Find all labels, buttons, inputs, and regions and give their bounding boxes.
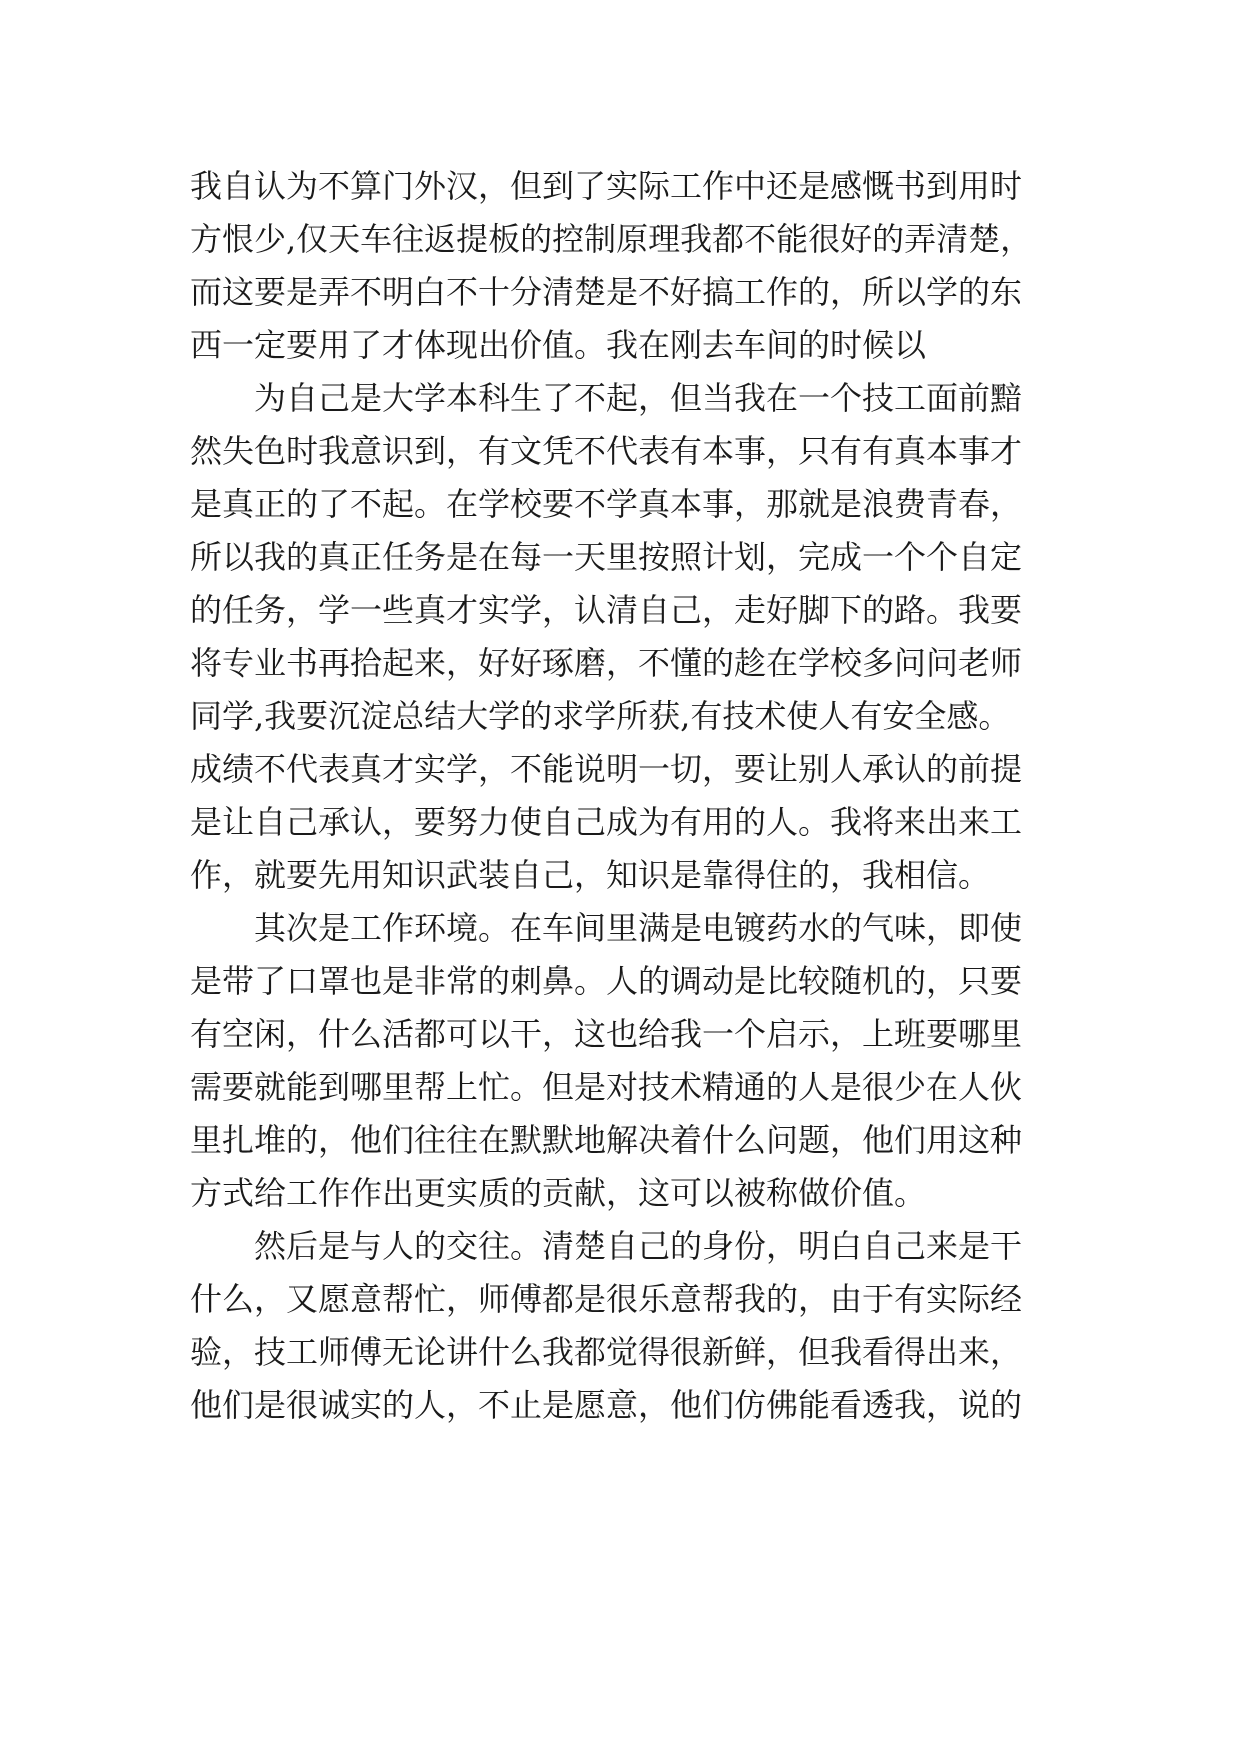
text-line: 为自己是大学本科生了不起，但当我在一个技工面前黯 xyxy=(254,379,1023,417)
text-line: 里扎堆的，他们往往在默默地解决着什么问题，他们用这种 xyxy=(190,1121,1023,1159)
text-line: 同学,我要沉淀总结大学的求学所获,有技术使人有安全感。 xyxy=(190,697,1011,735)
text-line: 的任务，学一些真才实学，认清自己，走好脚下的路。我要 xyxy=(190,591,1023,629)
text-line: 成绩不代表真才实学，不能说明一切，要让别人承认的前提 xyxy=(190,750,1023,788)
text-line: 方式给工作作出更实质的贡献，这可以被称做价值。 xyxy=(190,1174,927,1212)
text-line: 所以我的真正任务是在每一天里按照计划，完成一个个自定 xyxy=(190,538,1023,576)
text-line: 然后是与人的交往。清楚自己的身份，明白自己来是干 xyxy=(254,1227,1023,1265)
text-line: 是带了口罩也是非常的刺鼻。人的调动是比较随机的，只要 xyxy=(190,962,1023,1000)
text-line: 而这要是弄不明白不十分清楚是不好搞工作的，所以学的东 xyxy=(190,273,1023,311)
body-text xyxy=(190,160,1090,1432)
text-line: 什么，又愿意帮忙，师傅都是很乐意帮我的，由于有实际经 xyxy=(190,1280,1023,1318)
text-line: 是让自己承认，要努力使自己成为有用的人。我将来出来工 xyxy=(190,803,1023,841)
text-line: 其次是工作环境。在车间里满是电镀药水的气味，即使 xyxy=(254,909,1023,947)
text-line: 需要就能到哪里帮上忙。但是对技术精通的人是很少在人伙 xyxy=(190,1068,1023,1106)
text-line: 是真正的了不起。在学校要不学真本事，那就是浪费青春， xyxy=(190,485,1023,523)
text-line: 将专业书再拾起来，好好琢磨，不懂的趁在学校多问问老师 xyxy=(190,644,1023,682)
text-line: 然失色时我意识到，有文凭不代表有本事，只有有真本事才 xyxy=(190,432,1023,470)
text-line: 有空闲，什么活都可以干，这也给我一个启示，上班要哪里 xyxy=(190,1015,1023,1053)
text-line: 西一定要用了才体现出价值。我在刚去车间的时候以 xyxy=(190,326,927,364)
text-line: 我自认为不算门外汉，但到了实际工作中还是感慨书到用时 xyxy=(190,167,1023,205)
text-line: 他们是很诚实的人，不止是愿意，他们仿佛能看透我，说的 xyxy=(190,1386,1023,1424)
text-line: 验，技工师傅无论讲什么我都觉得很新鲜，但我看得出来， xyxy=(190,1333,1023,1371)
text-line: 方恨少,仅天车往返提板的控制原理我都不能很好的弄清楚， xyxy=(190,220,1033,258)
text-line: 作，就要先用知识武装自己，知识是靠得住的，我相信。 xyxy=(190,856,991,894)
